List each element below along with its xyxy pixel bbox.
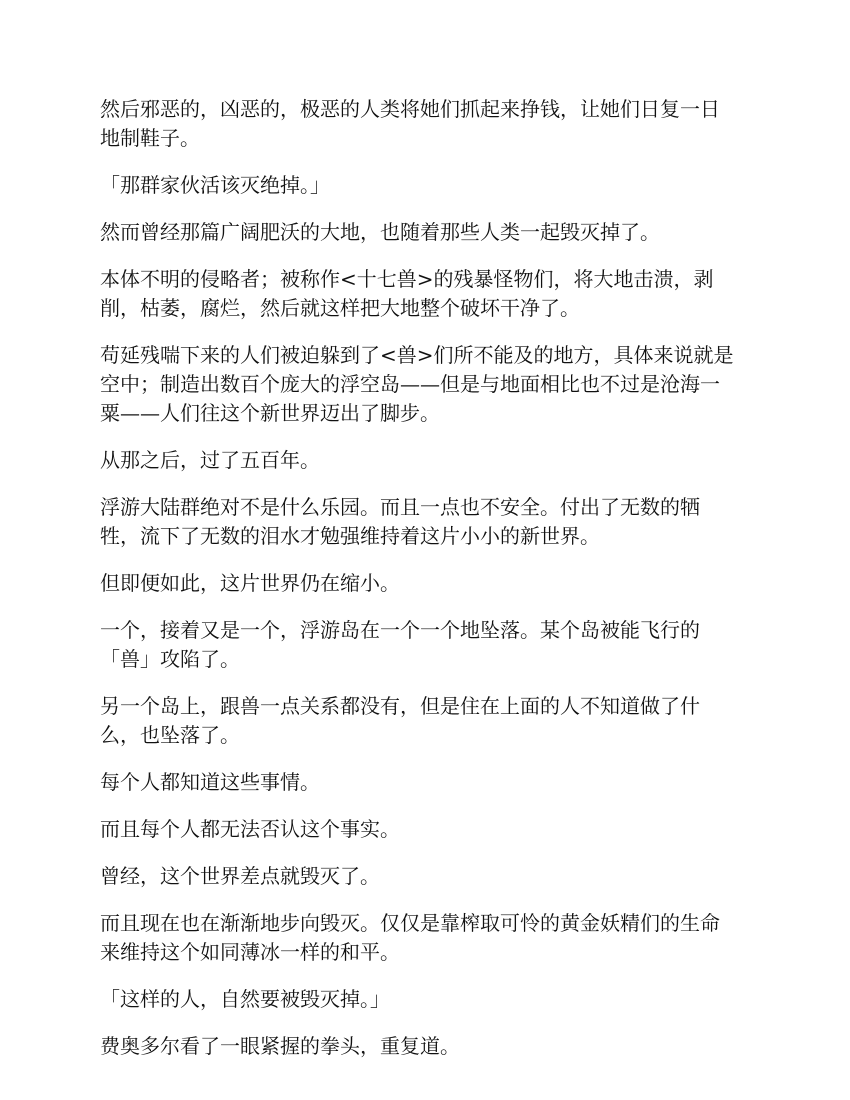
paragraph: 而且每个人都无法否认这个事实。 — [100, 817, 400, 841]
paragraph: 曾经，这个世界差点就毁灭了。 — [100, 864, 380, 888]
document-page — [100, 95, 760, 1079]
paragraph: 从那之后，过了五百年。 — [100, 448, 320, 472]
paragraph: 「那群家伙活该灭绝掉。」 — [100, 173, 330, 197]
paragraph: 费奥多尔看了一眼紧握的拳头，重复道。 — [100, 1034, 460, 1058]
paragraph: 另一个岛上，跟兽一点关系都没有，但是住在上面的人不知道做了什 么，也坠落了。 — [100, 694, 700, 747]
paragraph: 然而曾经那篇广阔肥沃的大地，也随着那些人类一起毁灭掉了。 — [100, 220, 660, 244]
paragraph: 每个人都知道这些事情。 — [100, 770, 320, 794]
paragraph: 然后邪恶的，凶恶的，极恶的人类将她们抓起来挣钱，让她们日复一日 地制鞋子。 — [100, 97, 720, 150]
paragraph: 苟延残喘下来的人们被迫躲到了<兽>们所不能及的地方，具体来说就是 空中；制造出数百个庞大的浮空岛——但是与地面相比也不过是沧海一 粟——人们往这个新世界迈出了脚步。 — [100, 343, 734, 425]
paragraph: 「这样的人，自然要被毁灭掉。」 — [100, 987, 390, 1011]
paragraph: 浮游大陆群绝对不是什么乐园。而且一点也不安全。付出了无数的牺 牲，流下了无数的泪水才勉强维持着这片小小的新世界。 — [100, 495, 700, 548]
paragraph: 而且现在也在渐渐地步向毁灭。仅仅是靠榨取可怜的黄金妖精们的生命 来维持这个如同薄冰一样的和平。 — [100, 911, 720, 964]
paragraph: 本体不明的侵略者；被称作<十七兽>的残暴怪物们，将大地击溃，剥 削，枯萎，腐烂，然后就这样把大地整个破坏干净了。 — [100, 267, 714, 320]
paragraph: 但即便如此，这片世界仍在缩小。 — [100, 571, 400, 595]
paragraph: 一个，接着又是一个，浮游岛在一个一个地坠落。某个岛被能飞行的 「兽」攻陷了。 — [100, 618, 700, 671]
